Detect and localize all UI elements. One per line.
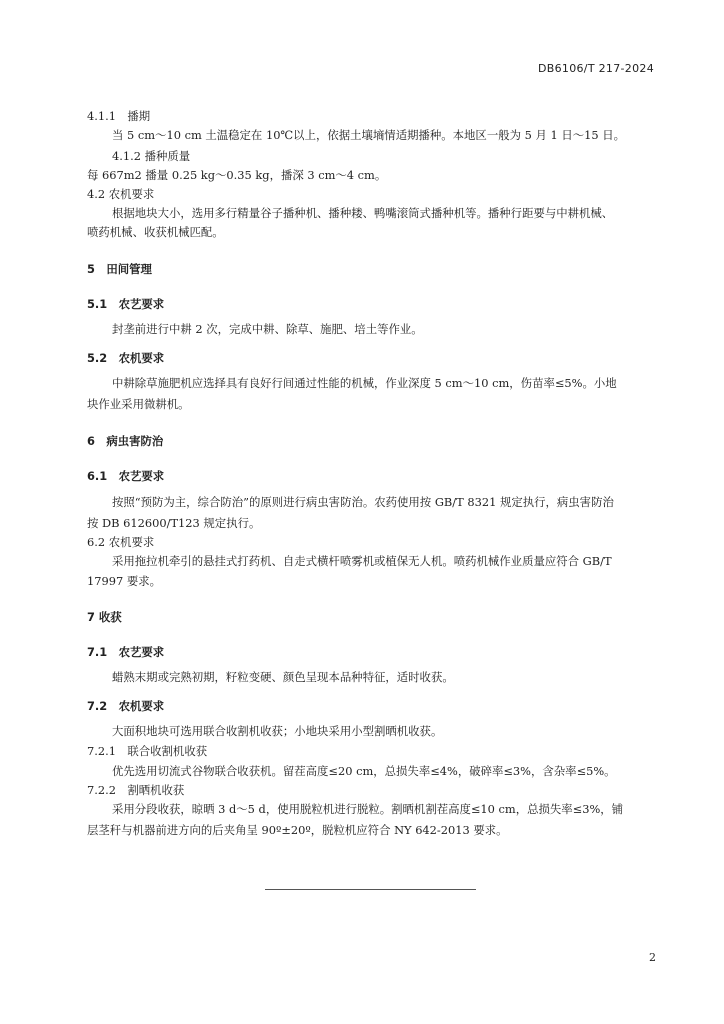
clause-4-1-2-title: 4.1.2 播种质量 xyxy=(112,149,191,163)
page-number: 2 xyxy=(649,951,656,964)
document-code: DB6106/T 217-2024 xyxy=(538,62,654,75)
clause-4-1-2-text: 每 667m2 播量 0.25 kg～0.35 kg，播深 3 cm～4 cm。 xyxy=(87,168,387,182)
clause-4-2-line-2: 喷药机械、收获机械匹配。 xyxy=(87,225,224,239)
clause-4-1-1-title: 4.1.1 播期 xyxy=(87,109,151,123)
clause-4-2-title: 4.2 农机要求 xyxy=(87,187,155,201)
clause-5-2-heading: 5.2 农机要求 xyxy=(87,351,165,365)
clause-7-2-2-title: 7.2.2 割晒机收获 xyxy=(87,783,185,797)
clause-6-1-heading: 6.1 农艺要求 xyxy=(87,469,165,483)
clause-7-1-heading: 7.1 农艺要求 xyxy=(87,645,165,659)
clause-7-2-1-title: 7.2.1 联合收割机收获 xyxy=(87,744,208,758)
clause-5-2-line-2: 块作业采用微耕机。 xyxy=(87,397,190,411)
section-7-heading: 7 收获 xyxy=(87,610,122,624)
clause-5-1-text: 封垄前进行中耕 2 次，完成中耕、除草、施肥、培土等作业。 xyxy=(112,322,423,336)
clause-7-2-2-line-2: 层茎秆与机器前进方向的后夹角呈 90º±20º，脱粒机应符合 NY 642-2013 要求。 xyxy=(87,823,508,837)
clause-6-2-title: 6.2 农机要求 xyxy=(87,535,155,549)
clause-7-2-text: 大面积地块可选用联合收割机收获；小地块采用小型割晒机收获。 xyxy=(112,724,443,738)
clause-5-1-heading: 5.1 农艺要求 xyxy=(87,297,165,311)
section-6-heading: 6 病虫害防治 xyxy=(87,434,164,448)
end-rule xyxy=(265,889,476,890)
clause-4-2-line-1: 根据地块大小，选用多行精量谷子播种机、播种耧、鸭嘴滚筒式播种机等。播种行距要与中耕机械、 xyxy=(112,206,614,220)
clause-6-2-line-1: 采用拖拉机牵引的悬挂式打药机、自走式横杆喷雾机或植保无人机。喷药机械作业质量应符合 GB/T xyxy=(112,554,612,568)
clause-6-1-line-1: 按照“预防为主，综合防治”的原则进行病虫害防治。农药使用按 GB/T 8321 规定执行，病虫害防治 xyxy=(112,495,614,509)
clause-5-2-line-1: 中耕除草施肥机应选择具有良好行间通过性能的机械，作业深度 5 cm～10 cm，伤苗率≤5%。小地 xyxy=(112,376,617,390)
clause-7-2-1-text: 优先选用切流式谷物联合收获机。留茬高度≤20 cm，总损失率≤4%，破碎率≤3%，含杂率≤5%。 xyxy=(112,764,616,778)
section-5-heading: 5 田间管理 xyxy=(87,262,152,276)
clause-7-2-2-line-1: 采用分段收获，晾晒 3 d～5 d，使用脱粒机进行脱粒。割晒机割茬高度≤10 cm，总损失率≤3%，铺 xyxy=(112,802,624,816)
clause-6-2-line-2: 17997 要求。 xyxy=(87,574,162,588)
clause-7-1-text: 蜡熟末期或完熟初期，籽粒变硬、颜色呈现本品种特征，适时收获。 xyxy=(112,670,454,684)
clause-4-1-1-text: 当 5 cm～10 cm 土温稳定在 10℃以上，依据土壤墒情适期播种。本地区一般为 5 月 1 日～15 日。 xyxy=(112,128,626,142)
clause-6-1-line-2: 按 DB 612600/T123 规定执行。 xyxy=(87,516,261,530)
clause-7-2-heading: 7.2 农机要求 xyxy=(87,699,165,713)
